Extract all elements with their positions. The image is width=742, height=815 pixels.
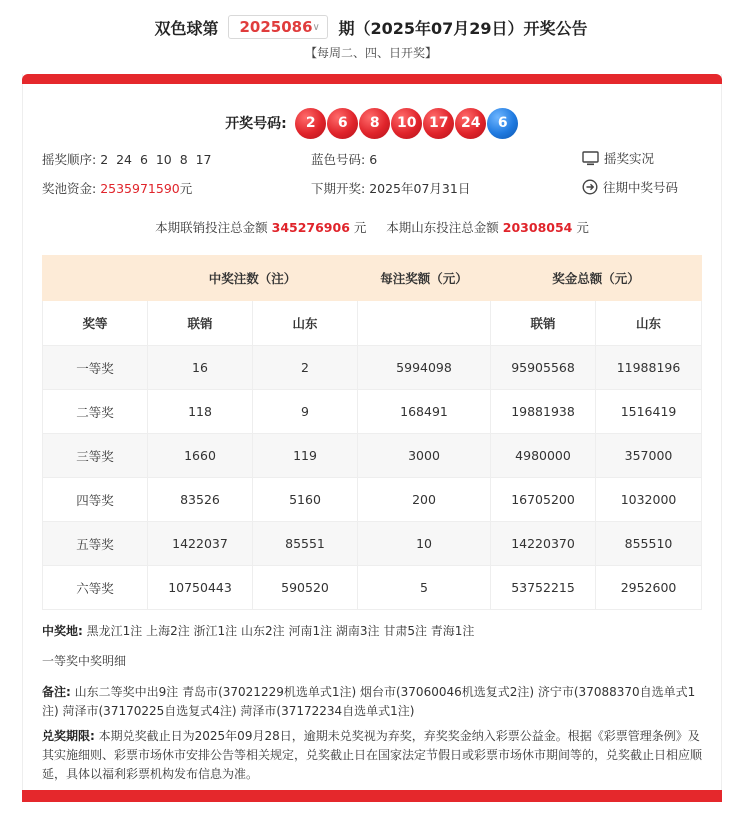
table-row [43, 478, 702, 522]
prize-table [42, 255, 701, 610]
winning-numbers [22, 106, 722, 140]
table-sub-header [43, 301, 702, 346]
header-total-shandong: 山东 [596, 301, 702, 346]
history-label: 往期中奖号码 [603, 180, 679, 195]
monitor-icon [582, 151, 599, 166]
header-prize-per-bet: 每注奖额（元） [358, 256, 491, 301]
count-national: 118 [148, 390, 253, 434]
red-ball: 17 [423, 108, 454, 139]
prize-amount: 200 [358, 478, 491, 522]
blue-number-label: 蓝色号码: [311, 152, 366, 167]
first-prize-detail: 一等奖中奖明细 [42, 654, 127, 668]
header-level: 奖等 [43, 301, 148, 346]
title-prefix: 双色球第 [154, 18, 219, 38]
remarks [42, 683, 702, 721]
total-shandong: 2952600 [596, 566, 702, 610]
national-sales-unit: 元 [353, 220, 367, 235]
header-winner-count: 中奖注数（注） [148, 256, 358, 301]
top-red-bar [22, 74, 722, 84]
total-shandong: 1516419 [596, 390, 702, 434]
prize-amount: 5 [358, 566, 491, 610]
header-national: 联销 [148, 301, 253, 346]
prize-level: 二等奖 [43, 390, 148, 434]
count-shandong: 9 [253, 390, 358, 434]
table-row [43, 434, 702, 478]
table-group-header [43, 256, 702, 301]
count-national: 16 [148, 346, 253, 390]
live-draw-link[interactable] [582, 149, 654, 167]
total-national: 14220370 [491, 522, 596, 566]
total-shandong: 11988196 [596, 346, 702, 390]
header-shandong: 山东 [253, 301, 358, 346]
header-total-national: 联销 [491, 301, 596, 346]
next-draw-value: 2025年07月31日 [369, 181, 471, 196]
issue-select[interactable] [228, 15, 328, 39]
blue-number-value: 6 [369, 152, 378, 167]
draw-schedule: 【每周二、四、日开奖】 [304, 46, 437, 60]
prize-level: 三等奖 [43, 434, 148, 478]
jackpot-pool-value: 2535971590 [100, 181, 180, 196]
count-national: 83526 [148, 478, 253, 522]
shandong-sales-value: 20308054 [502, 220, 573, 235]
red-ball: 10 [391, 108, 422, 139]
next-draw-label: 下期开奖: [311, 181, 366, 196]
jackpot-pool [42, 179, 192, 197]
issue-value: 2025086 [239, 18, 313, 36]
total-national: 53752215 [491, 566, 596, 610]
winning-numbers-label: 开奖号码: [225, 116, 287, 132]
national-sales-label: 本期联销投注总金额 [155, 220, 268, 235]
shandong-sales-label: 本期山东投注总金额 [386, 220, 499, 235]
claim-deadline-value: 本期兑奖截止日为2025年09月28日，逾期未兑奖视为弃奖，弃奖奖金纳入彩票公益金。根据《彩票管理条例》及其实施细则、彩票市场休市安排公告等相关规定，兑奖截止日在国家法定节假日或彩票市场休市期间等的，兑奖截止日相应顺延，具体以福利彩票机构发布信息为准。 [42, 729, 703, 781]
claim-deadline-label: 兑奖期限: [42, 729, 95, 743]
header-empty [43, 256, 148, 301]
prize-level: 六等奖 [43, 566, 148, 610]
count-national: 1422037 [148, 522, 253, 566]
count-shandong: 5160 [253, 478, 358, 522]
sales-totals [22, 218, 722, 236]
blue-ball: 6 [487, 108, 518, 139]
draw-order [42, 150, 212, 168]
prize-level: 五等奖 [43, 522, 148, 566]
red-ball: 2 [295, 108, 326, 139]
red-ball: 6 [327, 108, 358, 139]
claim-deadline [42, 727, 702, 784]
history-link[interactable] [582, 178, 678, 196]
title-suffix: 期（2025年07月29日）开奖公告 [338, 18, 588, 38]
table-row [43, 522, 702, 566]
remarks-value: 山东二等奖中出9注 青岛市(37021229机选单式1注) 烟台市(37060046机选复式2注) 济宁市(37088370自选单式1注) 菏泽市(37170225自选复式4注) 菏泽市(37172234自选单式1注) [42, 685, 696, 718]
count-national: 1660 [148, 434, 253, 478]
table-row [43, 566, 702, 610]
blue-number [311, 150, 377, 168]
jackpot-pool-label: 奖池资金: [42, 181, 97, 196]
total-national: 16705200 [491, 478, 596, 522]
count-national: 10750443 [148, 566, 253, 610]
prize-amount: 168491 [358, 390, 491, 434]
total-shandong: 855510 [596, 522, 702, 566]
arrow-circle-icon [582, 179, 598, 195]
total-shandong: 1032000 [596, 478, 702, 522]
count-shandong: 85551 [253, 522, 358, 566]
header-total-prize: 奖金总额（元） [491, 256, 702, 301]
prize-amount: 3000 [358, 434, 491, 478]
count-shandong: 119 [253, 434, 358, 478]
red-ball: 8 [359, 108, 390, 139]
prize-amount: 5994098 [358, 346, 491, 390]
winner-regions-label: 中奖地: [42, 624, 83, 638]
next-draw [311, 179, 470, 197]
table-row [43, 346, 702, 390]
total-national: 95905568 [491, 346, 596, 390]
prize-amount: 10 [358, 522, 491, 566]
winner-regions-value: 黑龙江1注 上海2注 浙江1注 山东2注 河南1注 湖南3注 甘肃5注 青海1注 [86, 624, 475, 638]
table-row [43, 390, 702, 434]
jackpot-pool-unit: 元 [179, 181, 193, 196]
page-title [0, 12, 742, 42]
shandong-sales-unit: 元 [576, 220, 589, 235]
draw-order-label: 摇奖顺序: [42, 152, 97, 167]
chevron-down-icon: ∨ [312, 21, 320, 33]
winner-regions [42, 622, 702, 641]
live-draw-label: 摇奖实况 [604, 151, 655, 166]
prize-level: 一等奖 [43, 346, 148, 390]
remarks-label: 备注: [42, 685, 71, 699]
total-national: 4980000 [491, 434, 596, 478]
header-prize-blank [358, 301, 491, 346]
count-shandong: 590520 [253, 566, 358, 610]
draw-order-value: 2 24 6 10 8 17 [100, 152, 212, 167]
total-national: 19881938 [491, 390, 596, 434]
prize-level: 四等奖 [43, 478, 148, 522]
total-shandong: 357000 [596, 434, 702, 478]
national-sales-value: 345276906 [271, 220, 350, 235]
red-ball: 24 [455, 108, 486, 139]
count-shandong: 2 [253, 346, 358, 390]
bottom-red-bar [22, 790, 722, 802]
